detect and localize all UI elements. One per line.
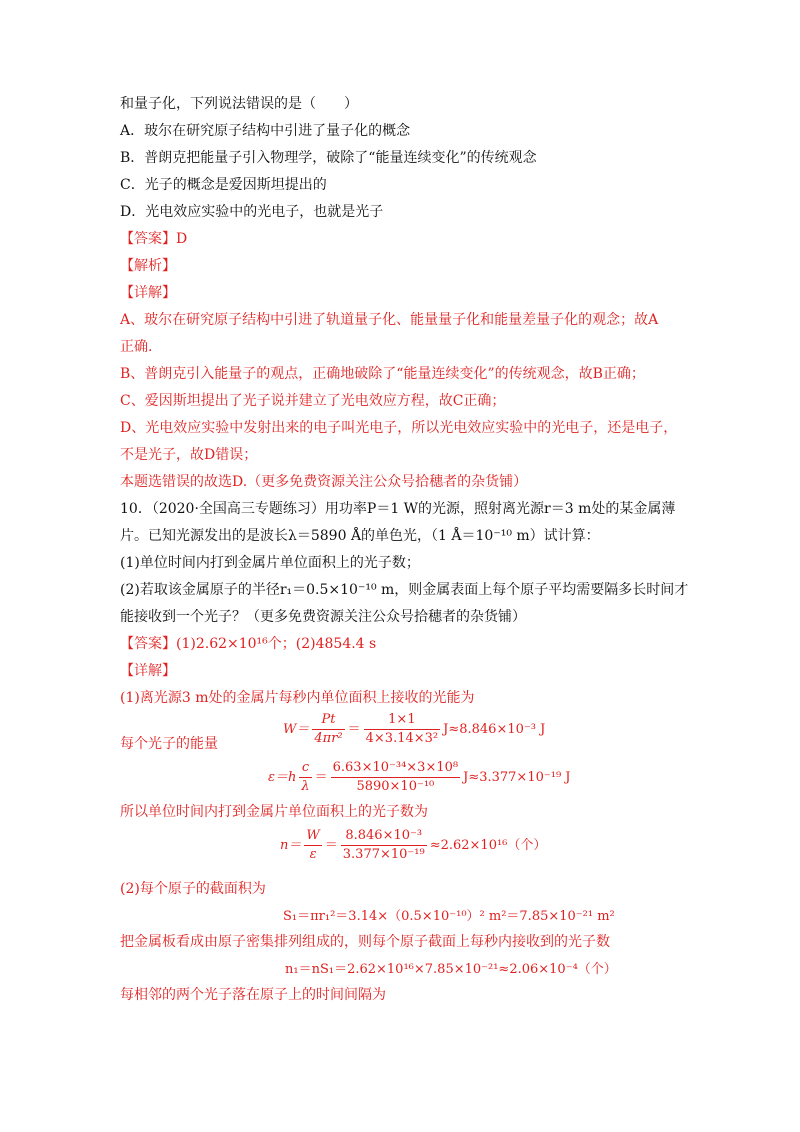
detail-label-10: 【详解】 — [120, 663, 176, 679]
equation-n-frac1 — [304, 828, 321, 863]
equation-w — [283, 712, 545, 747]
explanation-d-line1: D、光电效应实验中发射出来的电子叫光电子，所以光电效应实验中的光电子，还是电子， — [120, 420, 678, 436]
equation-n-den2: 3.377×10⁻¹⁹ — [342, 847, 425, 862]
analysis-label-9: 【解析】 — [120, 258, 176, 274]
question10-part2-line1: (2)若取该金属原子的半径r₁＝0.5×10⁻¹⁰ m，则金属表面上每个原子平均需要隔多长时间才 — [120, 582, 689, 598]
equation-eps-den1: λ — [301, 779, 310, 794]
answer-label-9: 【答案】D — [120, 231, 188, 247]
solution1-intro: (1)离光源3 m处的金属片每秒内单位面积上接收的光能为 — [120, 690, 475, 706]
equation-n-den1: ε — [309, 847, 317, 862]
equation-epsilon — [268, 760, 571, 795]
equation-n-frac2 — [341, 828, 427, 863]
equation-n-num2: 8.846×10⁻³ — [341, 828, 427, 846]
equation-n — [280, 828, 546, 863]
equation-w-den2: 4×3.14×3² — [365, 731, 439, 746]
solution2-model: 把金属板看成由原子密集排列组成的，则每个原子截面上每秒内接收到的光子数 — [120, 934, 610, 950]
equation-s1: S₁＝πr₁²＝3.14×（0.5×10⁻¹⁰）² m²＝7.85×10⁻²¹ m² — [283, 909, 615, 924]
option-c: C．光子的概念是爱因斯坦提出的 — [120, 177, 327, 193]
equation-w-num1: Pt — [312, 712, 344, 730]
equation-eps-lhs: ε＝h — [268, 770, 297, 785]
equation-w-eq: ＝ — [347, 722, 361, 737]
equation-w-lhs: W＝ — [283, 722, 310, 737]
explanation-a-line2: 正确. — [120, 339, 153, 355]
equation-w-frac1 — [312, 712, 344, 747]
option-b: B．普朗克把能量子引入物理学，破除了“能量连续变化”的传统观念 — [120, 150, 537, 166]
equation-w-num2: 1×1 — [364, 712, 440, 730]
detail-label-9: 【详解】 — [120, 285, 176, 301]
equation-eps-num2: 6.63×10⁻³⁴×3×10⁸ — [331, 760, 460, 778]
equation-eps-frac2 — [331, 760, 460, 795]
question10-line2: 片。已知光源发出的是波长λ＝5890 Å的单色光，（1 Å＝10⁻¹⁰ m）试计算： — [120, 528, 600, 544]
option-a: A．玻尔在研究原子结构中引进了量子化的概念 — [120, 123, 411, 139]
equation-eps-num1: c — [299, 760, 311, 778]
equation-eps-rhs: J≈3.377×10⁻¹⁹ J — [463, 770, 571, 785]
equation-n-num1: W — [304, 828, 321, 846]
equation-n-eq: ＝ — [324, 838, 338, 853]
solution1-count-label: 所以单位时间内打到金属片单位面积上的光子数为 — [120, 804, 428, 820]
explanation-d-line2: 不是光子，故D错误； — [120, 447, 258, 463]
solution2-intro: (2)每个原子的截面积为 — [120, 881, 266, 897]
equation-eps-eq: ＝ — [314, 770, 328, 785]
question10-line1: 10．（2020·全国高三专题练习）用功率P＝1 W的光源，照射离光源r＝3 m处的某金属薄 — [120, 501, 676, 517]
question10-part2-line2: 能接收到一个光子？（更多免费资源关注公众号拾穗者的杂货铺） — [120, 609, 526, 625]
solution1-energy-label: 每个光子的能量 — [120, 736, 218, 752]
question-stem: 和量子化，下列说法错误的是（ ） — [120, 96, 358, 112]
explanation-c: C、爱因斯坦提出了光子说并建立了光电效应方程，故C正确； — [120, 393, 506, 409]
equation-w-den1: 4πr² — [314, 731, 343, 746]
equation-n-lhs: n＝ — [280, 838, 302, 853]
question10-part1: (1)单位时间内打到金属片单位面积上的光子数； — [120, 555, 420, 571]
equation-n1: n₁＝nS₁＝2.62×10¹⁶×7.85×10⁻²¹≈2.06×10⁻⁴（个） — [285, 962, 617, 977]
conclusion: 本题选错误的故选D.（更多免费资源关注公众号拾穗者的杂货铺） — [120, 474, 528, 490]
equation-eps-den2: 5890×10⁻¹⁰ — [356, 779, 435, 794]
equation-eps-frac1 — [299, 760, 311, 795]
equation-n-rhs: ≈2.62×10¹⁶（个） — [429, 838, 547, 853]
explanation-a-line1: A、玻尔在研究原子结构中引进了轨道量子化、能量量子化和能量差量子化的观念；故A — [120, 312, 659, 328]
answer-label-10: 【答案】(1)2.62×10¹⁶个；(2)4854.4 s — [120, 636, 377, 652]
option-d: D．光电效应实验中的光电子，也就是光子 — [120, 204, 384, 220]
equation-w-frac2 — [364, 712, 440, 747]
equation-w-rhs: J≈8.846×10⁻³ J — [443, 722, 546, 737]
explanation-b: B、普朗克引入能量子的观点，正确地破除了“能量连续变化”的传统观念，故B正确； — [120, 366, 645, 382]
solution2-interval-label: 每相邻的两个光子落在原子上的时间间隔为 — [120, 987, 386, 1003]
